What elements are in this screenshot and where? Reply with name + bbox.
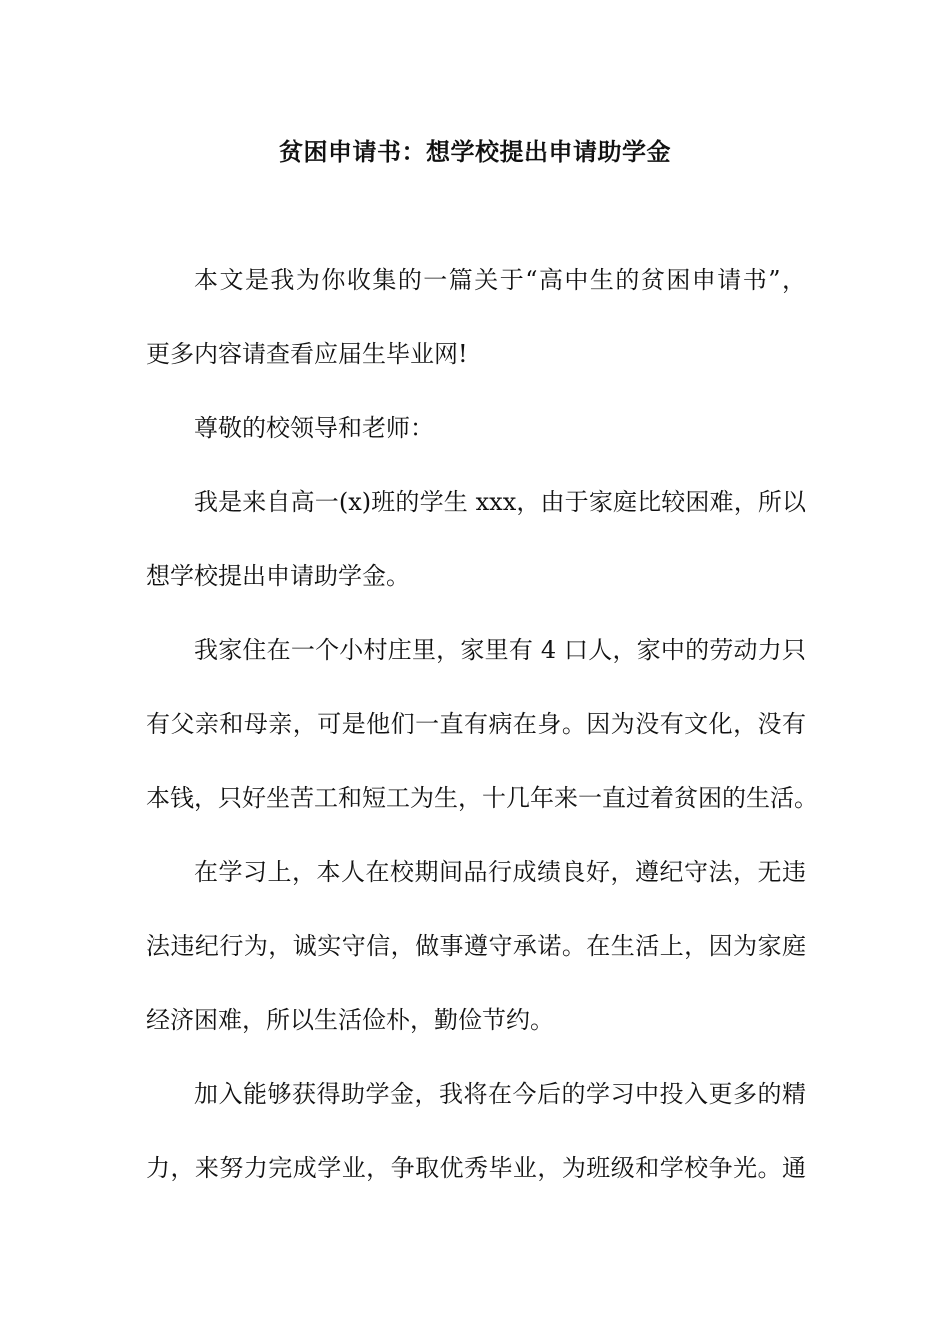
paragraph-4-line-3: 经济困难，所以生活俭朴，勤俭节约。 (146, 1006, 554, 1034)
paragraph-4-line-2: 法违纪行为，诚实守信，做事遵守承诺。在生活上，因为家庭 (146, 932, 806, 960)
paragraph-1-line-2: 更多内容请查看应届生毕业网! (146, 340, 468, 368)
paragraph-2-line-1: 我是来自高一(x)班的学生 xxx，由于家庭比较困难，所以 (194, 488, 806, 516)
paragraph-4-line-1: 在学习上，本人在校期间品行成绩良好，遵纪守法，无违 (194, 858, 806, 886)
paragraph-5-line-2: 力，来努力完成学业，争取优秀毕业，为班级和学校争光。通 (146, 1154, 806, 1182)
paragraph-5-line-1: 加入能够获得助学金，我将在今后的学习中投入更多的精 (194, 1080, 806, 1108)
salutation: 尊敬的校领导和老师： (194, 414, 434, 442)
paragraph-1-line-1: 本文是我为你收集的一篇关于“高中生的贫困申请书”， (194, 266, 806, 294)
paragraph-3-line-1: 我家住在一个小村庄里，家里有 4 口人，家中的劳动力只 (194, 636, 806, 664)
paragraph-3-line-2: 有父亲和母亲，可是他们一直有病在身。因为没有文化，没有 (146, 710, 806, 738)
document-title: 贫困申请书：想学校提出申请助学金 (279, 137, 671, 166)
paragraph-2-line-2: 想学校提出申请助学金。 (146, 562, 410, 590)
paragraph-3-line-3: 本钱，只好坐苦工和短工为生，十几年来一直过着贫困的生活。 (146, 784, 818, 812)
